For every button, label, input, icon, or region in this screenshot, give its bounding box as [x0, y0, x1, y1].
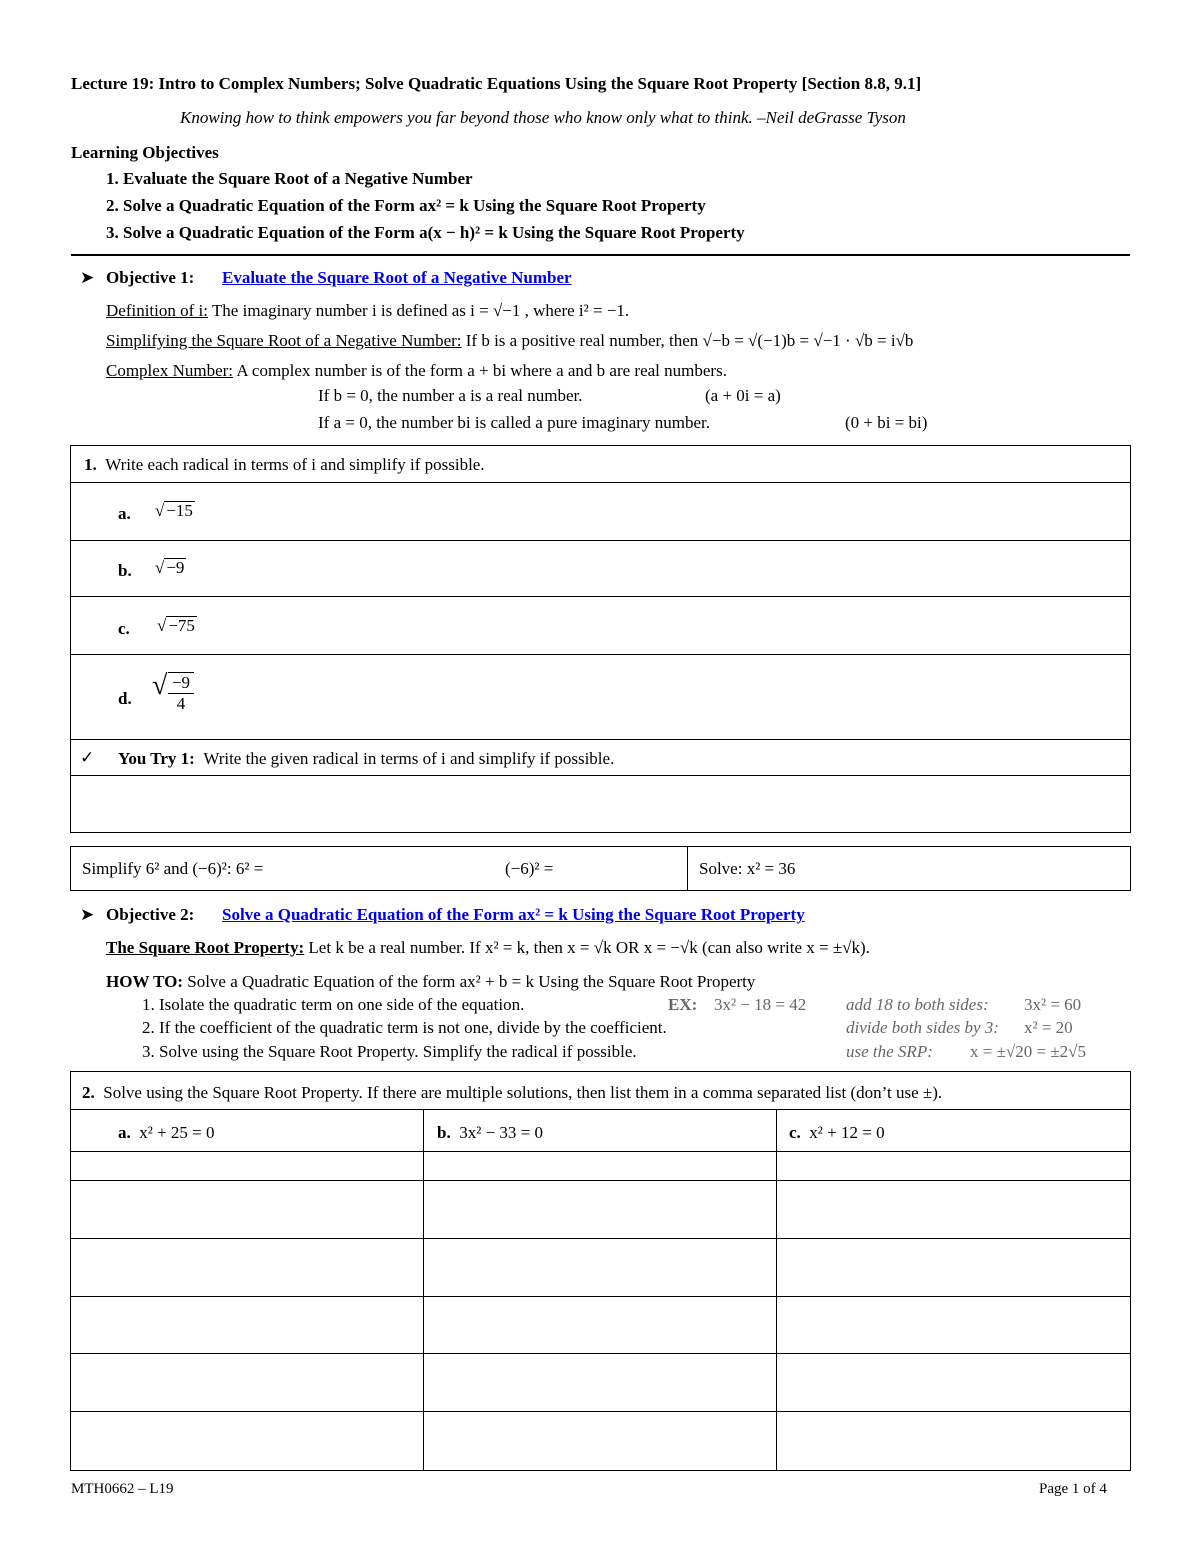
simplify-mid: (−6)² = [505, 859, 554, 878]
real-number-case: If b = 0, the number a is a real number. [318, 386, 583, 405]
radicand: −75 [168, 616, 195, 635]
equation: x² + 25 = 0 [139, 1123, 215, 1142]
objective-item: 3. Solve a Quadratic Equation of the Form a(x − h)² = k Using the Square Root Property [106, 223, 745, 242]
real-number-example: (a + 0i = a) [705, 386, 781, 405]
footer-course: MTH0662 – L19 [71, 1481, 174, 1497]
definition-line [106, 301, 629, 321]
complex-number-line [106, 361, 727, 381]
srp-line [106, 938, 870, 958]
howto-line [106, 972, 755, 992]
simplifying-text: If b is a positive real number, then √−b = √(−1)b = √−1 · √b = i√b [461, 331, 914, 350]
radicand: −15 [166, 501, 193, 520]
part-c-label: c. [118, 619, 130, 638]
radicand: −9 [166, 558, 185, 577]
you-try-line [118, 749, 614, 769]
part-a-label: a. [118, 504, 131, 523]
example-label: EX: [668, 995, 698, 1014]
problem-1-header [84, 455, 485, 475]
column-divider [776, 1109, 777, 1471]
column-divider [423, 1109, 424, 1471]
example-step-result: x² = 20 [1024, 1018, 1073, 1037]
row-divider [70, 775, 1131, 776]
simplifying-label: Simplifying the Square Root of a Negative Number: [106, 331, 462, 350]
row-divider [70, 1296, 1131, 1297]
example-step-note: add 18 to both sides: [846, 995, 989, 1014]
row-divider [70, 1109, 1131, 1110]
row-divider [70, 1411, 1131, 1412]
problem-number: 2. [82, 1083, 95, 1102]
howto-step: 2. If the coefficient of the quadratic term is not one, divide by the coefficient. [142, 1018, 667, 1037]
objective-item: 1. Evaluate the Square Root of a Negative Number [106, 169, 473, 188]
objective-link[interactable]: Solve a Quadratic Equation of the Form ax² = k Using the Square Root Property [222, 905, 805, 924]
objective-label: Objective 1: [106, 268, 195, 287]
row-divider [70, 1353, 1131, 1354]
imaginary-case: If a = 0, the number bi is called a pure imaginary number. [318, 413, 710, 432]
howto-step: 3. Solve using the Square Root Property. Simplify the radical if possible. [142, 1042, 637, 1061]
column-divider [687, 846, 688, 891]
complex-number-text: A complex number is of the form a + bi where a and b are real numbers. [233, 361, 727, 380]
row-divider [70, 482, 1131, 483]
part-b-label: b. [118, 561, 132, 580]
example-step-result: x = ±√20 = ±2√5 [970, 1042, 1086, 1061]
row-divider [70, 654, 1131, 655]
you-try-label: You Try 1: [118, 749, 195, 768]
complex-number-label: Complex Number: [106, 361, 234, 380]
check-icon: ✓ [80, 748, 95, 767]
footer-page-number: Page 1 of 4 [1039, 1481, 1107, 1497]
radical-sign-icon: √ [152, 670, 168, 701]
part-label: c. [789, 1123, 801, 1142]
simplify-right: Solve: x² = 36 [699, 859, 796, 878]
objective-item: 2. Solve a Quadratic Equation of the Form ax² = k Using the Square Root Property [106, 196, 706, 215]
numerator: −9 [168, 673, 194, 694]
srp-label: The Square Root Property: [106, 938, 305, 957]
row-divider [70, 1151, 1131, 1152]
equation: 3x² − 33 = 0 [459, 1123, 543, 1142]
definition-text: The imaginary number i is defined as i = √−1 , where i² = −1. [207, 301, 630, 320]
you-try-text: Write the given radical in terms of i and simplify if possible. [203, 749, 615, 768]
denominator: 4 [176, 694, 186, 713]
row-divider [70, 739, 1131, 740]
row-divider [70, 1180, 1131, 1181]
part-label: a. [118, 1123, 131, 1142]
example-step-note: divide both sides by 3: [846, 1018, 999, 1037]
part-b-equation [437, 1123, 543, 1143]
simplify-left: Simplify 6² and (−6)²: 6² = [82, 859, 264, 878]
example-step-result: 3x² = 60 [1024, 995, 1082, 1014]
part-c-radical: √ −75 [157, 616, 195, 635]
problem-instructions: Solve using the Square Root Property. If there are multiple solutions, then list them in a comma separated list (don’t use ±). [103, 1083, 943, 1102]
imaginary-example: (0 + bi = bi) [845, 413, 928, 432]
problem-2-header [82, 1083, 942, 1103]
example-equation: 3x² − 18 = 42 [714, 995, 807, 1014]
row-divider [70, 540, 1131, 541]
part-label: b. [437, 1123, 451, 1142]
part-a-radical: √ −15 [155, 501, 193, 520]
definition-label: Definition of i: [106, 301, 208, 320]
part-c-equation [789, 1123, 885, 1143]
problem-instructions: Write each radical in terms of i and simplify if possible. [105, 455, 485, 474]
section-divider [71, 254, 1130, 256]
simplifying-line [106, 331, 913, 351]
equation: x² + 12 = 0 [809, 1123, 885, 1142]
part-d-fraction [168, 672, 194, 714]
page-title: Lecture 19: Intro to Complex Numbers; Solve Quadratic Equations Using the Square Root Property [Section 8.8, 9.1] [71, 74, 922, 93]
part-a-equation [118, 1123, 215, 1143]
howto-label: HOW TO: [106, 972, 183, 991]
srp-text: Let k be a real number. If x² = k, then x = √k OR x = −√k (can also write x = ±√k). [304, 938, 870, 957]
row-divider [70, 596, 1131, 597]
objective-link[interactable]: Evaluate the Square Root of a Negative Number [222, 268, 572, 287]
part-b-radical: √ −9 [155, 558, 185, 577]
howto-step: 1. Isolate the quadratic term on one side of the equation. [142, 995, 525, 1014]
problem-number: 1. [84, 455, 97, 474]
objective-label: Objective 2: [106, 905, 195, 924]
objectives-heading: Learning Objectives [71, 143, 219, 162]
quote: Knowing how to think empowers you far beyond those who know only what to think. –Neil deGrasse Tyson [180, 108, 906, 127]
arrow-bullet-icon: ➤ [80, 905, 95, 924]
example-step-note: use the SRP: [846, 1042, 933, 1061]
arrow-bullet-icon: ➤ [80, 268, 95, 287]
row-divider [70, 1238, 1131, 1239]
part-d-label: d. [118, 689, 132, 708]
howto-text: Solve a Quadratic Equation of the form ax² + b = k Using the Square Root Property [183, 972, 756, 991]
